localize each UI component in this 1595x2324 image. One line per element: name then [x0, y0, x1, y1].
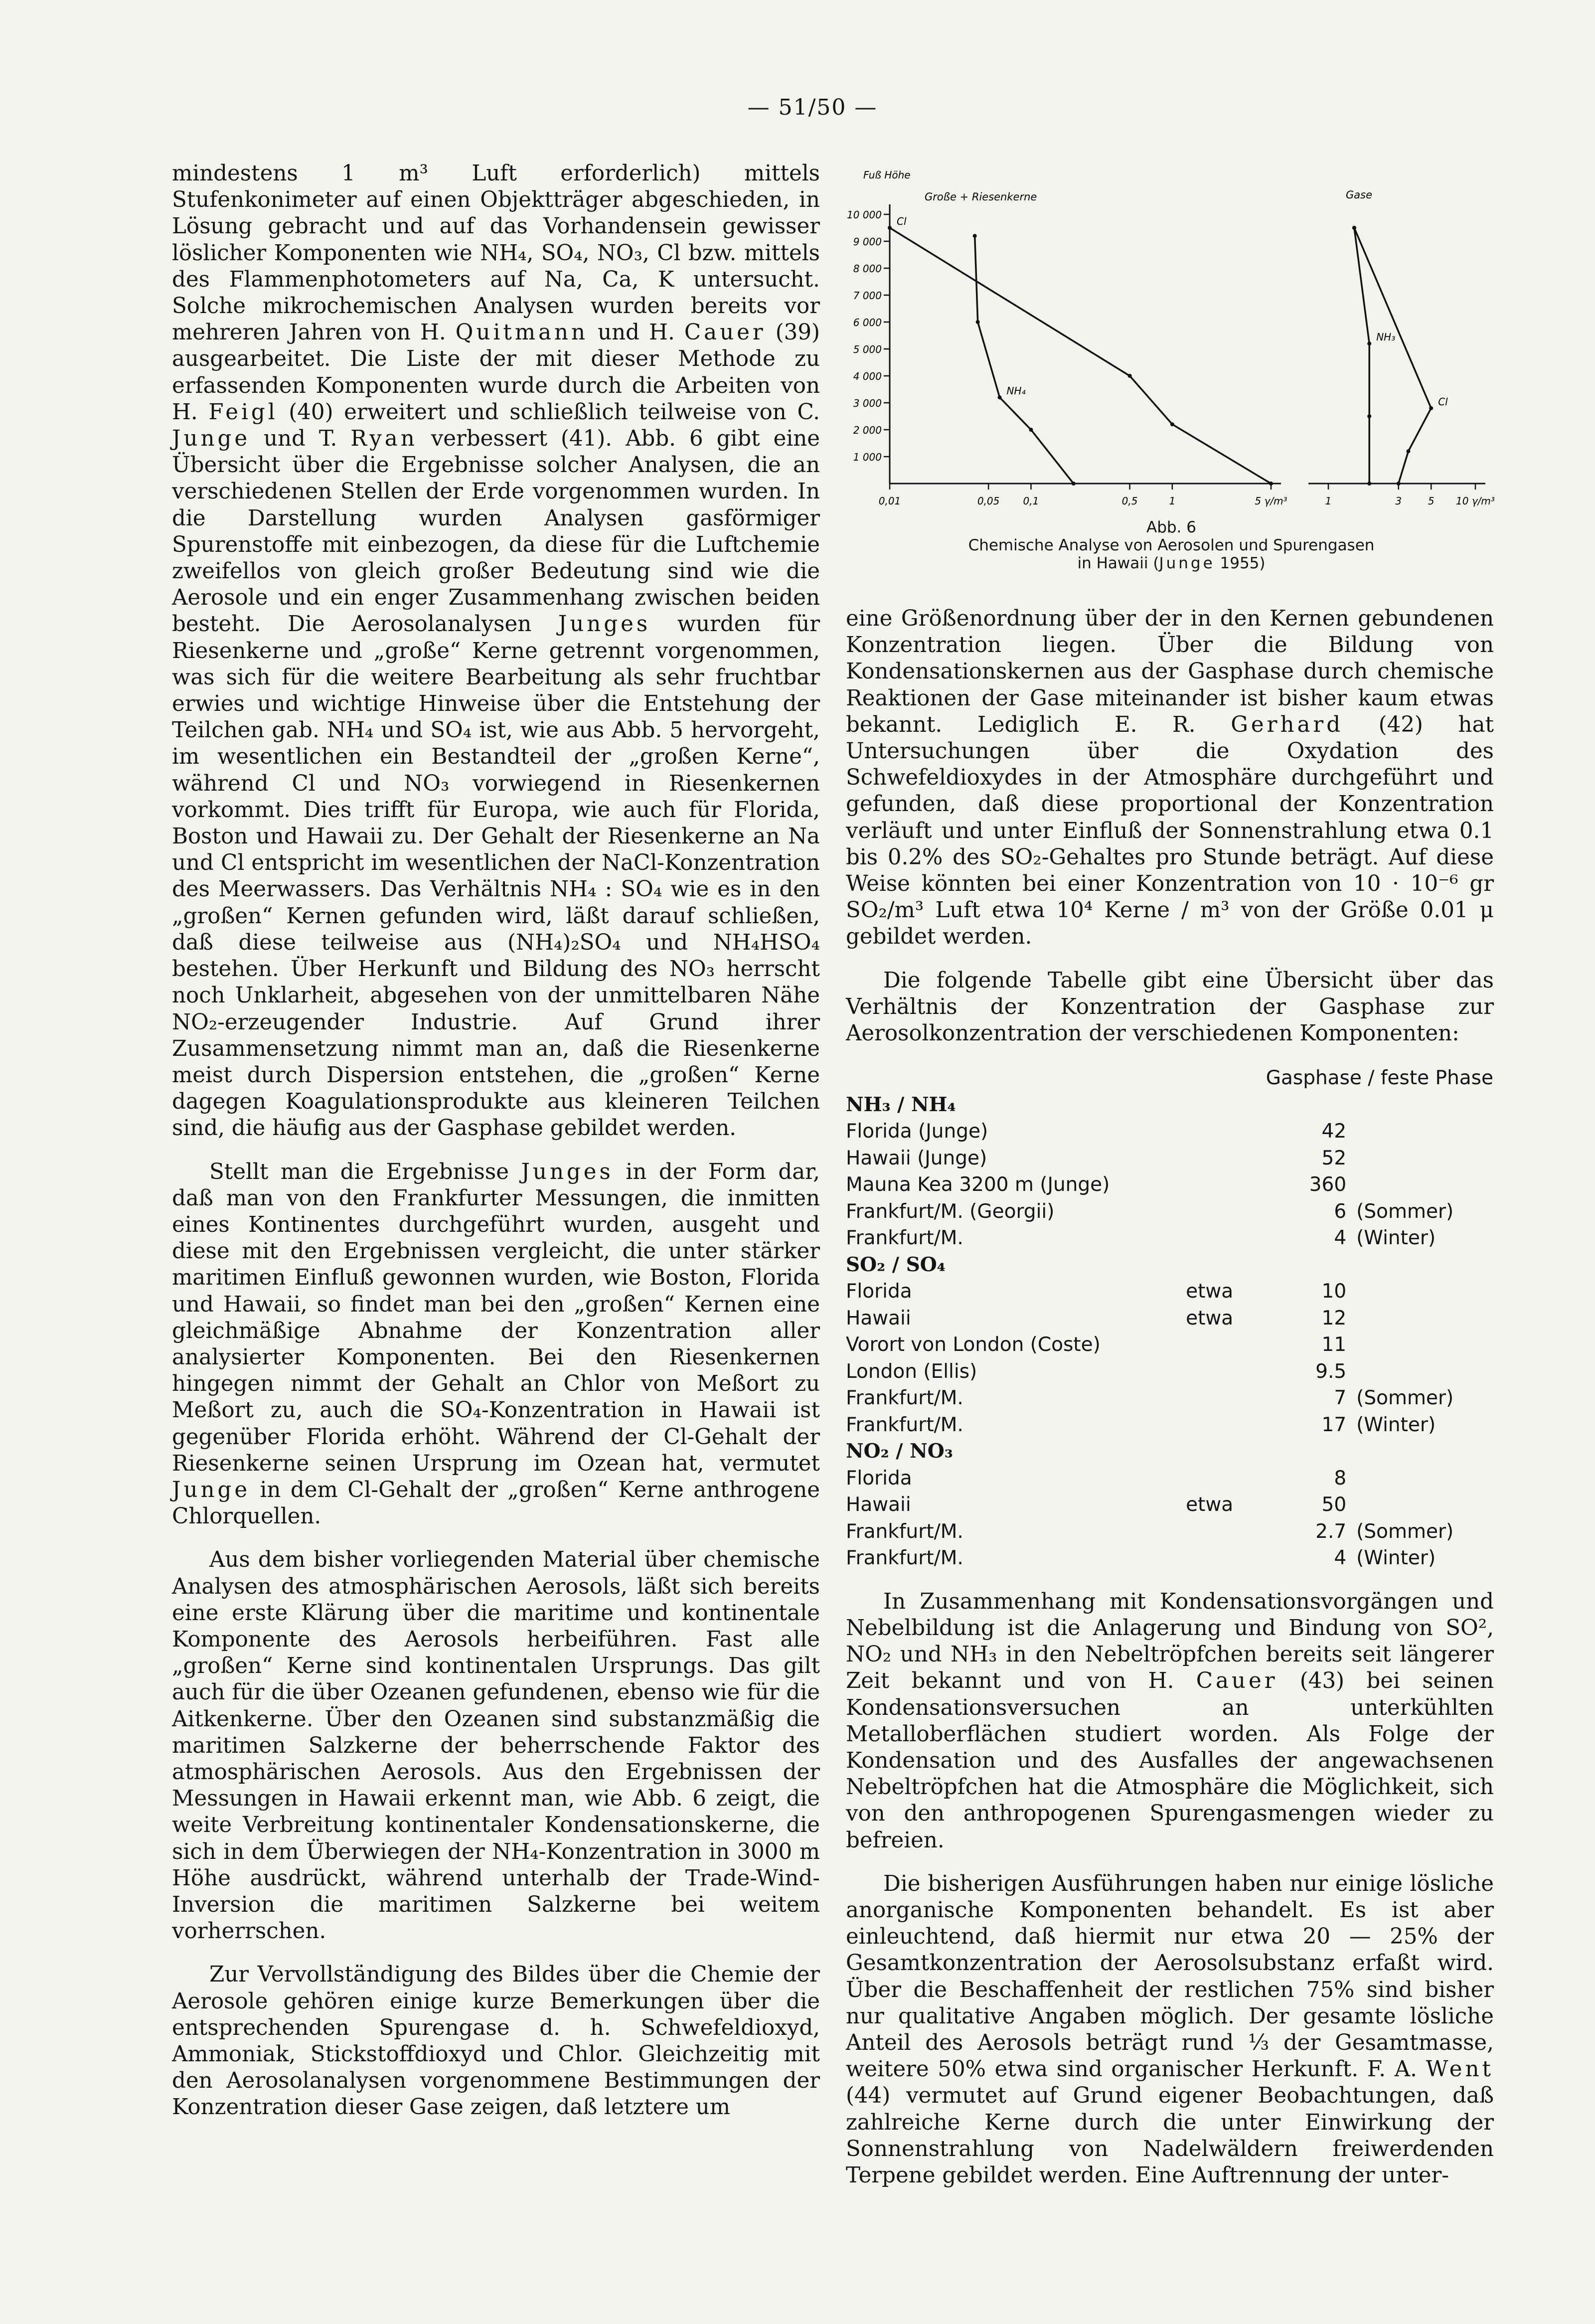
chemical-analysis-chart	[842, 169, 1500, 528]
table-cell-location: Frankfurt/M. (Georgii)	[846, 1200, 1055, 1223]
x-tick-label: 5	[1428, 495, 1435, 507]
author-name: Junges	[558, 612, 651, 637]
text-run: verbessert (41). Abb. 6 gibt eine Übersicht über die Ergebnisse solcher Analysen, die an verschiedenen Stellen der Erde vorgenommen wurden. In die Darstellung wurden Analysen gasförmiger Spurenstoffe mit einbezogen, da diese für die Luftchemie zweifellos von gleich großer Bedeutung sind wie die Aerosole und ein enger Zusammenhang zwischen beiden besteht. Die Aerosolanalysen	[172, 426, 820, 637]
table-cell-season: (Sommer)	[1356, 1387, 1454, 1410]
panel-heading-aerosol: Große + Riesenkerne	[925, 191, 1037, 203]
table-cell-location: Mauna Kea 3200 m (Junge)	[846, 1173, 1110, 1196]
x-tick-label: 0,01	[878, 495, 901, 507]
table-group-label: SO₂ / SO₄	[846, 1253, 946, 1276]
table-cell-location: Vorort von London (Coste)	[846, 1333, 1101, 1356]
table-cell-qualifier	[1186, 1358, 1274, 1385]
author-name: Junge	[172, 1477, 251, 1502]
table-cell-qualifier	[1186, 1465, 1274, 1492]
series-cl-gas-label: Cl	[1438, 395, 1448, 408]
ratio-table	[846, 1064, 1494, 1572]
series-nh4-aerosol-label: NH₄	[1006, 385, 1026, 397]
right-paragraphs-after-table	[846, 1589, 1494, 2189]
right-paragraph	[846, 968, 1494, 1047]
caption-source-author: Junge	[1159, 554, 1215, 572]
table-cell-qualifier: etwa	[1186, 1280, 1234, 1303]
y-axis-title: Fuß Höhe	[863, 169, 911, 181]
x-tick-label: 5 γ/m³	[1255, 495, 1287, 507]
table-row	[846, 1518, 1494, 1545]
table-cell-season	[1346, 1492, 1494, 1518]
table-cell-value: 7	[1334, 1387, 1347, 1410]
x-tick-label: 3	[1395, 495, 1402, 507]
text-run: in dem Cl-Gehalt der „großen“ Kerne anthrogene Chlorquellen.	[172, 1477, 820, 1529]
table-cell-value: 4	[1334, 1227, 1347, 1250]
x-tick-label: 0,05	[977, 495, 1000, 507]
table-row	[846, 1492, 1494, 1518]
table-cell-location: Hawaii (Junge)	[846, 1147, 987, 1169]
series-nh3-gas-label: NH₃	[1376, 331, 1396, 343]
table-row	[846, 1331, 1494, 1358]
figure-abb-6	[842, 169, 1500, 583]
text-run: Aus dem bisher vorliegenden Material über chemische Analysen des atmosphärischen Aerosols, läßt sich bereits eine erste Klärung über die maritime und kontinentale Komponente des Aerosols herbeiführen. Fast alle „großen“ Kerne sind kontinentalen Ursprungs. Das gilt auch für die über Ozeanen gefundenen, ebenso wie für die Aitkenkerne. Über den Ozeanen sind substanzmäßig die maritimen Salzkerne der beherrschende Faktor des atmosphärischen Aerosols. Aus den Ergebnissen der Messungen in Hawaii erkennt man, wie Abb. 6 zeigt, die weite Verbreitung kontinentaler Kondensationskerne, die sich in dem Überwiegen der NH₄-Konzentration in 3000 m Höhe ausdrückt, während unterhalb der Trade-Wind-Inversion die maritimen Salzkerne bei weitem vorherrschen.	[172, 1547, 820, 1944]
series-nh3-gas-point	[1367, 482, 1371, 486]
series-nh4-aerosol-point	[976, 320, 980, 324]
ratio-table-header-row	[846, 1064, 1494, 1092]
left-paragraph	[172, 1547, 820, 1945]
table-cell-value: 50	[1321, 1494, 1347, 1516]
author-name: Junges	[521, 1159, 614, 1184]
series-cl-aerosol-point	[1128, 374, 1132, 378]
table-group-label: NO₂ / NO₃	[846, 1440, 953, 1463]
table-cell-qualifier	[1186, 1545, 1274, 1572]
caption-source-year: 1955)	[1215, 554, 1266, 572]
table-cell-location: London (Ellis)	[846, 1360, 977, 1383]
right-paragraph	[846, 1871, 1494, 2189]
author-name: Gerhard	[1231, 712, 1344, 737]
author-name: Cauer	[1196, 1668, 1278, 1694]
right-column	[846, 606, 1494, 2206]
table-cell-qualifier	[1186, 1171, 1274, 1198]
text-run: (42) hat Untersuchungen über die Oxydation des Schwefeldioxydes in der Atmosphäre durchgeführt und gefunden, daß diese proportional der Konzentration verläuft und unter Einfluß der Sonnenstrahlung etwa 0.1 bis 0.2% des SO₂-Gehaltes pro Stunde beträgt. Auf diese Weise könnten bei einer Konzentration von 10 · 10⁻⁶ gr SO₂/m³ Luft etwa 10⁴ Kerne / m³ von der Größe 0.01 μ gebildet werden.	[846, 712, 1494, 950]
series-cl-aerosol-label: Cl	[897, 215, 907, 227]
table-cell-value: 17	[1321, 1413, 1347, 1436]
caption-title: Chemische Analyse von Aerosolen und Spurengasen	[968, 536, 1375, 554]
table-cell-location: Florida (Junge)	[846, 1120, 988, 1143]
table-row	[846, 1145, 1494, 1172]
left-paragraph	[172, 1159, 820, 1530]
table-cell-location: Hawaii	[846, 1494, 911, 1516]
caption-source	[842, 554, 1500, 572]
table-row	[846, 1385, 1494, 1412]
text-run: mindestens 1 m³ Luft erforderlich) mittels Stufenkonimeter auf einen Objektträger abgeschieden, in Lösung gebracht und auf das Vorhandensein gewisser löslicher Komponenten wie NH₄, SO₄, NO₃, Cl bzw. mittels des Flammenphotometers auf Na, Ca, K untersucht. Solche mikrochemischen Analysen wurden bereits vor mehreren Jahren von H.	[172, 161, 820, 345]
y-tick-label: 8 000	[853, 263, 882, 275]
x-tick-label: 1	[1169, 495, 1176, 507]
text-run: in der Form dar, daß man von den Frankfurter Messungen, die inmitten eines Kontinentes durchgeführt wurden, ausgeht und diese mit den Ergebnissen vergleicht, die unter stärker maritimen Einfluß gewonnen wurden, wie Boston, Florida und Hawaii, so findet man bei den „großen“ Kernen eine gleichmäßige Abnahme der Konzentration aller analysierter Komponenten. Bei den Riesenkernen hingegen nimmt der Gehalt an Chlor von Meßort zu Meßort zu, auch die SO₄-Konzentration in Hawaii ist gegenüber Florida erhöht. Während der Cl-Gehalt der Riesenkerne seinen Ursprung im Ozean hat, vermutet	[172, 1159, 820, 1476]
table-cell-season: (Winter)	[1356, 1413, 1436, 1436]
table-row	[846, 1278, 1494, 1305]
page-number: — 51/50 —	[747, 95, 878, 120]
table-cell-qualifier	[1186, 1118, 1274, 1145]
table-cell-qualifier: etwa	[1186, 1307, 1234, 1329]
right-paragraph	[846, 1589, 1494, 1854]
table-cell-season	[1346, 1331, 1494, 1358]
ratio-table-body	[846, 1092, 1494, 1572]
series-cl-gas-point	[1397, 482, 1401, 486]
table-cell-location: Frankfurt/M.	[846, 1227, 963, 1250]
series-nh4-aerosol-line	[975, 236, 1074, 484]
text-run: (39) ausgearbeitet. Die Liste der mit dieser Methode zu erfassenden Komponenten wurde durch die Arbeiten von H.	[172, 320, 820, 425]
text-run: und T.	[250, 426, 351, 452]
text-run: wurden für Riesenkerne und „große“ Kerne getrennt vorgenommen, was sich für die weitere Bearbeitung als sehr fruchtbar erwies und wichtige Hinweise über die Entstehung der Teilchen gab. NH₄ und SO₄ ist, wie aus Abb. 5 hervorgeht, im wesentlichen ein Bestandteil der „großen Kerne“, während Cl und NO₃ vorwiegend in Riesenkernen vorkommt. Dies trifft für Europa, wie auch für Florida, Boston und Hawaii zu. Der Gehalt der Riesenkerne an Na und Cl entspricht im wesentlichen der NaCl-Konzentration des Meerwassers. Das Verhältnis NH₄ : SO₄ wie es in den „großen“ Kernen gefunden wird, läßt darauf schließen, daß diese teilweise aus (NH₄)₂SO₄ und NH₄HSO₄ bestehen. Über Herkunft und Bildung des NO₃ herrscht noch Unklarheit, abgesehen von der unmittelbaren Nähe NO₂-erzeugender Industrie. Auf Grund ihrer Zusammensetzung nimmt man an, daß die Riesenkerne meist durch Dispersion entstehen, die „großen“ Kerne dagegen Koagulationsprodukte aus kleineren Teilchen sind, die häufig aus der Gasphase gebildet werden.	[172, 612, 820, 1141]
table-cell-qualifier	[1186, 1145, 1274, 1172]
y-tick-label: 4 000	[853, 370, 882, 382]
table-row	[846, 1118, 1494, 1145]
text-run: eine Größenordnung über der in den Kernen gebundenen Konzentration liegen. Über die Bildung von Kondensationskernen aus der Gasphase durch chemische Reaktionen der Gase miteinander ist bisher kaum etwas bekannt. Lediglich E. R.	[846, 606, 1494, 737]
table-row	[846, 1198, 1494, 1225]
table-cell-location: Florida	[846, 1280, 912, 1303]
caption-source-prefix: in Hawaii (	[1077, 554, 1159, 572]
author-name: Ryan	[350, 426, 418, 452]
table-cell-value: 2.7	[1315, 1520, 1347, 1543]
table-cell-qualifier	[1186, 1198, 1274, 1225]
series-nh4-aerosol-point	[1029, 428, 1033, 432]
series-cl-aerosol-point	[1269, 482, 1273, 486]
author-name: Junge	[172, 426, 251, 452]
table-cell-value: 11	[1321, 1333, 1347, 1356]
table-cell-value: 8	[1334, 1467, 1347, 1490]
table-group-label: NH₃ / NH₄	[846, 1093, 956, 1116]
x-tick-label: 1	[1325, 495, 1332, 507]
table-cell-location: Frankfurt/M.	[846, 1547, 963, 1570]
table-cell-season	[1346, 1465, 1494, 1492]
series-cl-gas-point	[1352, 226, 1356, 230]
series-cl-aerosol-point	[1170, 422, 1174, 426]
table-cell-season: (Winter)	[1356, 1547, 1436, 1570]
caption-label: Abb. 6	[1146, 518, 1196, 536]
y-tick-label: 6 000	[853, 317, 882, 329]
table-cell-value: 9.5	[1315, 1360, 1347, 1383]
series-cl-gas-point	[1429, 406, 1433, 410]
table-group-row	[846, 1252, 1494, 1279]
series-nh4-aerosol-point	[1072, 482, 1076, 486]
table-cell-season	[1346, 1278, 1494, 1305]
series-cl-aerosol-line	[890, 228, 1271, 484]
table-cell-location: Frankfurt/M.	[846, 1387, 963, 1410]
right-paragraph	[846, 606, 1494, 951]
series-nh3-gas-point	[1367, 341, 1371, 345]
y-tick-label: 7 000	[853, 290, 882, 302]
table-row	[846, 1545, 1494, 1572]
table-cell-location: Frankfurt/M.	[846, 1520, 963, 1543]
table-row	[846, 1171, 1494, 1198]
table-cell-value: 360	[1309, 1173, 1347, 1196]
author-name: Went	[1426, 2057, 1494, 2082]
table-cell-season: (Sommer)	[1356, 1200, 1454, 1223]
series-nh3-gas-point	[1367, 414, 1371, 418]
table-cell-qualifier	[1186, 1412, 1274, 1439]
text-run: Stellt man die Ergebnisse	[209, 1159, 521, 1184]
text-run: (44) vermutet auf Grund eigener Beobachtungen, daß zahlreiche Kerne durch die unter Einwirkung der Sonnenstrahlung von Nadelwäldern freiwerdenden Terpene gebildet werden. Eine Auftrennung der unter-	[846, 2083, 1494, 2188]
y-tick-label: 3 000	[853, 397, 882, 409]
table-row	[846, 1225, 1494, 1252]
series-cl-aerosol-point	[888, 226, 892, 230]
x-tick-label: 0,5	[1121, 495, 1138, 507]
left-column	[172, 161, 820, 2138]
table-cell-season	[1346, 1118, 1494, 1145]
table-cell-location: Florida	[846, 1467, 912, 1490]
text-run: (40) erweitert und schließlich teilweise von C.	[278, 399, 820, 425]
y-tick-label: 10 000	[847, 209, 882, 221]
table-row	[846, 1358, 1494, 1385]
table-cell-season	[1346, 1171, 1494, 1198]
table-cell-value: 42	[1321, 1120, 1347, 1143]
table-row	[846, 1305, 1494, 1332]
figure-caption	[842, 518, 1500, 572]
panel-heading-gas: Gase	[1346, 189, 1373, 201]
table-cell-season	[1346, 1358, 1494, 1385]
author-name: Quitmann	[455, 320, 589, 345]
table-cell-location: Frankfurt/M.	[846, 1413, 963, 1436]
table-cell-value: 6	[1334, 1200, 1347, 1223]
text-run: Die bisherigen Ausführungen haben nur einige lösliche anorganische Komponenten behandelt. Es ist aber einleuchtend, daß hiermit nur etwa 20 — 25% der Gesamtkonzentration der Aerosolsubstanz erfaßt wird. Über die Beschaffenheit der restlichen 75% sind bisher nur qualitative Angaben möglich. Der gesamte lösliche Anteil des Aerosols beträgt rund ⅓ der Gesamtmasse, weitere 50% etwa sind organischer Herkunft. F. A.	[846, 1871, 1494, 2082]
table-row	[846, 1412, 1494, 1439]
series-cl-gas-point	[1407, 449, 1411, 453]
table-cell-value: 52	[1321, 1147, 1347, 1169]
table-cell-season: (Winter)	[1356, 1227, 1436, 1250]
table-cell-qualifier	[1186, 1331, 1274, 1358]
author-name: Feigl	[208, 399, 278, 425]
table-cell-qualifier	[1186, 1518, 1274, 1545]
text-run: Die folgende Tabelle gibt eine Übersicht über das Verhältnis der Konzentration der Gasphase zur Aerosolkonzentration der verschiedenen Komponenten:	[846, 968, 1494, 1046]
author-name: Cauer	[684, 320, 766, 345]
table-cell-qualifier: etwa	[1186, 1494, 1234, 1516]
table-cell-season	[1346, 1145, 1494, 1172]
series-nh4-aerosol-point	[998, 395, 1002, 399]
table-cell-value: 4	[1334, 1547, 1347, 1570]
text-run: und H.	[588, 320, 684, 345]
table-cell-location: Hawaii	[846, 1307, 911, 1329]
table-row	[846, 1465, 1494, 1492]
table-cell-season: (Sommer)	[1356, 1520, 1454, 1543]
table-group-row	[846, 1092, 1494, 1119]
table-cell-value: 10	[1321, 1280, 1347, 1303]
series-cl-gas-line	[1354, 228, 1431, 484]
y-tick-label: 9 000	[853, 236, 882, 248]
text-run: Zur Vervollständigung des Bildes über die Chemie der Aerosole gehören einige kurze Bemerkungen über die entsprechenden Spurengase d. h. Schwefeldioxyd, Ammoniak, Stickstoffdioxyd und Chlor. Gleichzeitig mit den Aerosolanalysen vorgenommene Bestimmungen der Konzentration dieser Gase zeigen, daß letztere um	[172, 1962, 820, 2120]
x-tick-label: 10 γ/m³	[1456, 495, 1495, 507]
text-run: In Zusammenhang mit Kondensationsvorgängen und Nebelbildung ist die Anlagerung und Bindung von SO², NO₂ und NH₃ in den Nebeltröpfchen bereits seit längerer Zeit bekannt und von H.	[846, 1589, 1494, 1694]
x-tick-label: 0,1	[1023, 495, 1039, 507]
series-nh3-gas-line	[1354, 228, 1369, 484]
right-paragraphs-before-table	[846, 606, 1494, 1047]
y-tick-label: 1 000	[853, 451, 882, 463]
left-paragraph	[172, 161, 820, 1142]
y-tick-label: 5 000	[853, 343, 882, 355]
table-group-row	[846, 1438, 1494, 1465]
series-nh4-aerosol-point	[973, 234, 977, 238]
ratio-table-header: Gasphase / feste Phase	[1266, 1066, 1493, 1089]
table-cell-qualifier	[1186, 1225, 1274, 1252]
left-paragraph	[172, 1962, 820, 2121]
y-tick-label: 2 000	[853, 424, 882, 436]
text-run: (43) bei seinen Kondensationsversuchen an unterkühlten Metalloberflächen studiert worden. Als Folge der Kondensation und des Ausfalles der angewachsenen Nebeltröpfchen hat die Atmosphäre die Möglichkeit, sich von den anthropogenen Spurengasmengen wieder zu befreien.	[846, 1668, 1494, 1853]
table-cell-qualifier	[1186, 1385, 1274, 1412]
table-cell-value: 12	[1321, 1307, 1347, 1329]
table-cell-season	[1346, 1305, 1494, 1332]
